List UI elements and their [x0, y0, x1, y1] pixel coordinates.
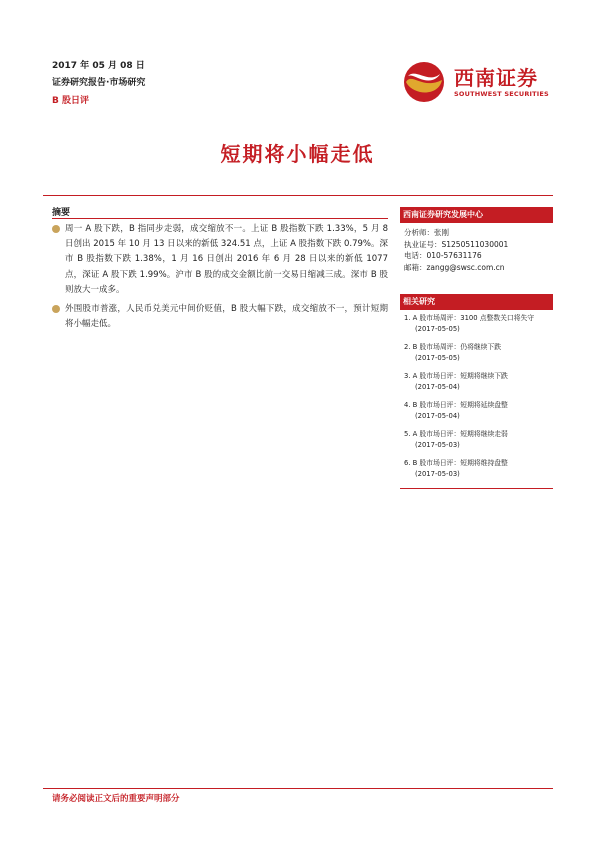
related-item-title[interactable]: B 股市场日评：短期将延续盘整	[412, 401, 508, 409]
related-item[interactable]	[404, 371, 554, 400]
related-item-title[interactable]: A 股市场日评：短期将继续走弱	[412, 430, 508, 438]
bullet-dot-icon	[52, 225, 60, 233]
email-label: 邮箱：	[404, 262, 427, 272]
analyst-info	[404, 227, 508, 273]
research-center-panel	[400, 207, 553, 223]
related-item[interactable]	[404, 342, 554, 371]
footer-divider	[43, 788, 553, 789]
logo-name-en: SOUTHWEST SECURITIES	[454, 90, 549, 98]
related-item[interactable]	[404, 429, 554, 458]
related-item-date: (2017-05-05)	[415, 354, 460, 362]
bullet-dot-icon	[52, 305, 60, 313]
report-type: B 股日评	[52, 96, 89, 106]
summary-divider	[52, 218, 388, 219]
related-item-date: (2017-05-03)	[415, 441, 460, 449]
title-divider	[43, 195, 553, 196]
related-item-number: 6.	[404, 459, 411, 467]
logo-name-cn: 西南证券	[454, 66, 538, 90]
related-item[interactable]	[404, 458, 554, 487]
related-item-date: (2017-05-04)	[415, 412, 460, 420]
phone-number: 010-57631176	[426, 251, 482, 260]
license-number: S1250511030001	[441, 239, 509, 249]
research-center-title: 西南证券研究发展中心	[400, 207, 553, 223]
related-research-panel	[400, 294, 553, 310]
related-item[interactable]	[404, 313, 554, 342]
related-item-number: 3.	[404, 372, 411, 380]
related-item-number: 2.	[404, 343, 411, 351]
related-item-title[interactable]: B 股市场日评：短期将维持盘整	[412, 459, 508, 467]
report-date: 2017 年 05 月 08 日	[52, 61, 145, 71]
report-title: 短期将小幅走低	[220, 142, 375, 166]
sidebar-divider	[400, 488, 553, 489]
logo-emblem-icon	[402, 60, 446, 104]
phone-label: 电话：	[404, 251, 427, 260]
related-item-date: (2017-05-04)	[415, 383, 460, 391]
related-item-title[interactable]: A 股市场周评：3100 点整数关口将失守	[412, 314, 535, 322]
footer-disclaimer: 请务必阅读正文后的重要声明部分	[52, 794, 180, 804]
summary-bullet	[52, 302, 388, 342]
related-research-title: 相关研究	[400, 294, 553, 310]
summary-heading: 摘要	[52, 208, 71, 218]
related-research-list	[404, 313, 554, 487]
summary-bullet-text: 外围股市普涨，人民币兑美元中间价贬值，B 股大幅下跌，成交缩放不一，预计短期将小幅走低。	[65, 304, 388, 330]
report-series: 证券研究报告·市场研究	[52, 78, 146, 88]
summary-bullet	[52, 222, 388, 302]
related-item-number: 4.	[404, 401, 411, 409]
related-item-date: (2017-05-05)	[415, 325, 460, 333]
license-label: 执业证号：	[404, 239, 442, 249]
analyst-label: 分析师：	[404, 228, 434, 237]
related-item[interactable]	[404, 400, 554, 429]
email-address: zangg@swsc.com.cn	[426, 262, 505, 272]
related-item-title[interactable]: A 股市场日评：短期将继续下跌	[412, 372, 508, 380]
company-logo	[402, 60, 552, 104]
related-item-number: 1.	[404, 314, 411, 322]
related-item-title[interactable]: B 股市场周评：仍将继续下跌	[412, 343, 502, 351]
summary-bullet-text: 周一 A 股下跌，B 指同步走弱，成交缩放不一。上证 B 股指数下跌 1.33%，5 月 8 日创出 2015 年 10 月 13 日以来的新低 324.51 点，上证 A 股指数下跌 0.79%。深市 B 股指数下跌 1.38%，1 月 16 日创出 2016 年 6 月 28 日以来的新低 1077 点，深证 A 股下跌 1.99%。沪市 B 股的成交金额比前一交易日缩减三成。深市 B 股则放大一成多。	[65, 224, 388, 295]
analyst-name: 张刚	[434, 228, 449, 237]
related-item-date: (2017-05-03)	[415, 470, 460, 478]
related-item-number: 5.	[404, 430, 411, 438]
